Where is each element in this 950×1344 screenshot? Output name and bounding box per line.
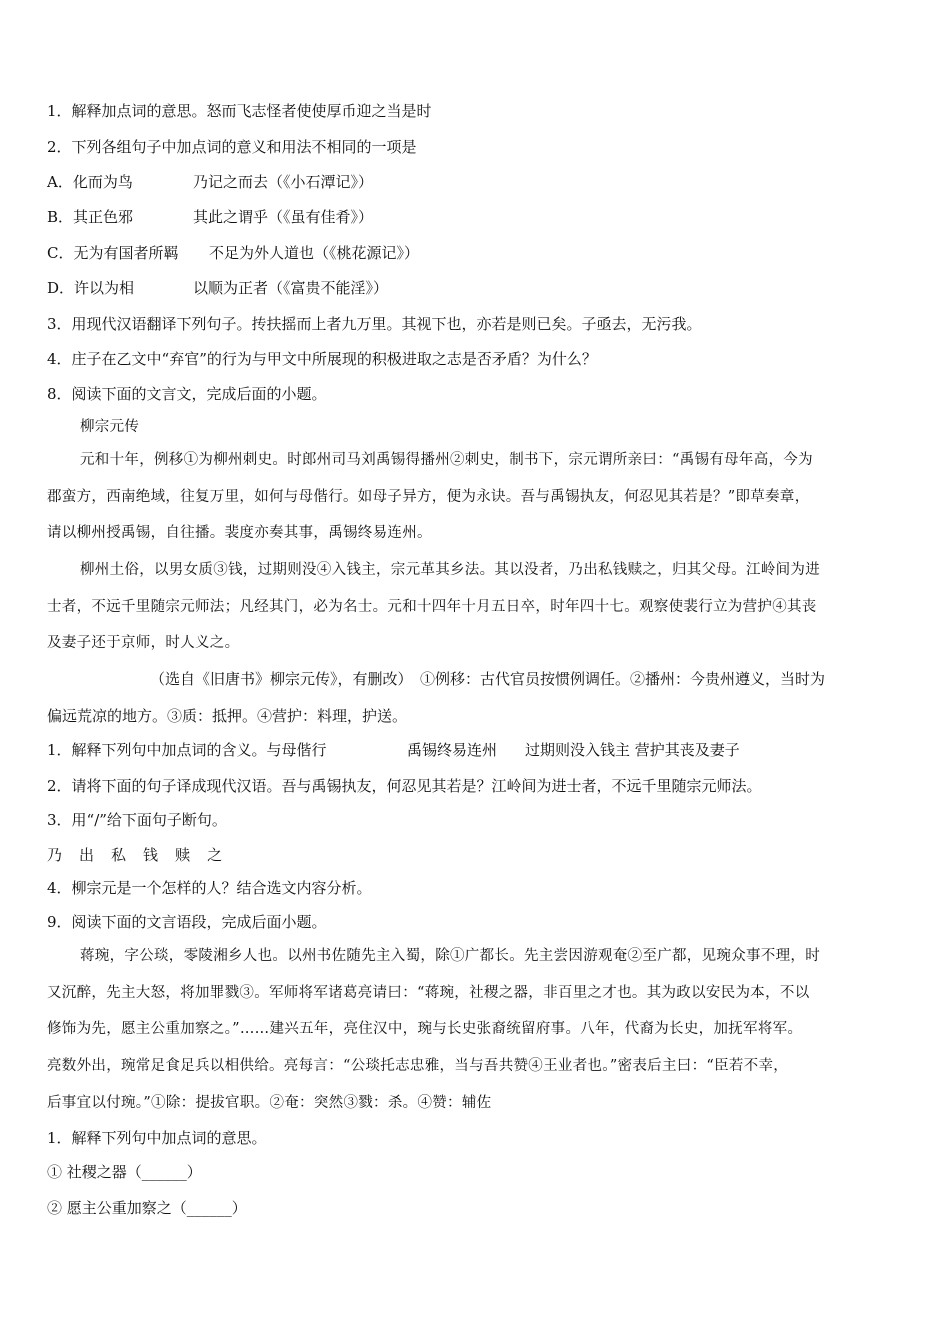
passage2-line4: 亮数外出，琬常足食足兵以相供给。亮每言：“公琰托志忠雅，当与吾共赞④王业者也。”密表后主曰：“臣若不幸，	[47, 1058, 789, 1074]
answer-item-1-label: ① 社稷之器（	[47, 1163, 142, 1181]
q8-sub1-a: 1．解释下列句中加点词的含义。与母偕行	[47, 741, 327, 759]
answer-item-1	[47, 1162, 202, 1182]
answer-item-1-end: ）	[186, 1163, 202, 1181]
char: 赎	[175, 846, 191, 864]
option-b-right: 其此之谓乎（《虽有佳肴》）	[193, 208, 374, 226]
answer-item-2	[47, 1198, 247, 1218]
passage2-line3: 修饰为先，愿主公重加察之。”……建兴五年，亮住汉中，琬与长史张裔统留府事。八年，代裔为长史，加抚军将军。	[47, 1021, 803, 1037]
option-b	[47, 207, 373, 227]
option-a-left: A．化而为鸟	[47, 173, 133, 191]
q2-question: 2．下列各组句子中加点词的意义和用法不相同的一项是	[47, 138, 417, 156]
option-b-left: B．其正色邪	[47, 208, 134, 226]
answer-blank-1[interactable]: ______	[141, 1163, 187, 1181]
char: 私	[111, 846, 127, 864]
q8-sub1-c: 过期则没入钱主 营护其丧及妻子	[525, 741, 740, 759]
q9-heading: 9．阅读下面的文言语段，完成后面小题。	[47, 913, 327, 931]
q9-sub1: 1．解释下列句中加点词的意思。	[47, 1129, 267, 1147]
q3-question: 3．用现代汉语翻译下列句子。抟扶摇而上者九万里。其视下也，亦若是则已矣。子亟去，无污我。	[47, 315, 702, 333]
answer-blank-2[interactable]: ______	[186, 1199, 232, 1217]
passage2-line2: 又沉醉，先主大怒，将加罪戮③。军师将军诸葛亮请曰：“蒋琬，社稷之器，非百里之才也。其为政以安民为本，不以	[47, 985, 810, 1001]
passage-p1-line3: 请以柳州授禹锡，自往播。裴度亦奏其事，禹锡终易连州。	[47, 525, 432, 541]
option-a-right: 乃记之而去（《小石潭记》）	[193, 173, 374, 191]
option-c-left: C．无为有国者所羁	[47, 244, 179, 262]
q8-sub1-b: 禹锡终易连州	[407, 741, 498, 759]
passage-title: 柳宗元传	[80, 419, 140, 435]
q8-sub1	[47, 740, 740, 760]
option-c	[47, 243, 419, 263]
q4-question: 4．庄子在乙文中“弃官”的行为与甲文中所展现的积极进取之志是否矛盾？为什么？	[47, 350, 597, 368]
passage2-line1: 蒋琬，字公琰，零陵湘乡人也。以州书佐随先主入蜀，除①广都长。先主尝因游观奄②至广都，见琬众事不理，时	[80, 948, 820, 964]
char: 出	[79, 846, 95, 864]
q8-sub2: 2．请将下面的句子译成现代汉语。吾与禹锡执友，何忍见其若是？江岭间为进士者，不远千里随宗元师法。	[47, 777, 762, 795]
source-note-line2: 偏远荒凉的地方。③质：抵押。④营护：料理，护送。	[47, 707, 408, 725]
q8-sub4: 4．柳宗元是一个怎样的人？结合选文内容分析。	[47, 879, 372, 897]
option-a	[47, 172, 373, 192]
answer-item-2-end: ）	[231, 1199, 247, 1217]
q8-sub3: 3．用“/”给下面句子断句。	[47, 811, 227, 829]
passage-p2-line1: 柳州土俗，以男女质③钱，过期则没④入钱主，宗元革其乡法。其以没者，乃出私钱赎之，归其父母。江岭间为进	[80, 562, 820, 578]
option-d-left: D．许以为相	[47, 279, 135, 297]
passage-p1-line2: 郡蛮方，西南绝域，往复万里，如何与母偕行。如母子异方，便为永诀。吾与禹锡执友，何忍见其若是？”即草奏章，	[47, 489, 810, 505]
passage-p2-line3: 及妻子还于京师，时人义之。	[47, 635, 240, 651]
passage-p1-line1: 元和十年，例移①为柳州刺史。时郎州司马刘禹锡得播州②刺史，制书下，宗元谓所亲曰：“禹锡有母年高，今为	[80, 452, 813, 468]
passage2-line5: 后事宜以付琬。”①除：提拔官职。②奄：突然③戮：杀。④赞：辅佐	[47, 1095, 492, 1111]
option-d-right: 以顺为正者（《富贵不能淫》）	[193, 279, 389, 297]
passage-p2-line2: 士者，不远千里随宗元师法；凡经其门，必为名士。元和十四年十月五日卒，时年四十七。观察使裴行立为营护④其丧	[47, 599, 817, 615]
source-note-line1: （选自《旧唐书》柳宗元传》，有删改） ①例移：古代官员按惯例调任。②播州：今贵州遵义，当时为	[150, 670, 826, 688]
char: 之	[207, 846, 223, 864]
option-c-right: 不足为外人道也（《桃花源记》）	[209, 244, 420, 262]
char: 钱	[143, 846, 159, 864]
option-d	[47, 278, 388, 298]
answer-item-2-label: ② 愿主公重加察之（	[47, 1199, 187, 1217]
q1-question: 1．解释加点词的意思。怒而飞志怪者使使厚币迎之当是时	[47, 102, 432, 120]
q8-heading: 8．阅读下面的文言文，完成后面的小题。	[47, 385, 327, 403]
punctuation-sentence	[47, 845, 239, 865]
char: 乃	[47, 846, 63, 864]
